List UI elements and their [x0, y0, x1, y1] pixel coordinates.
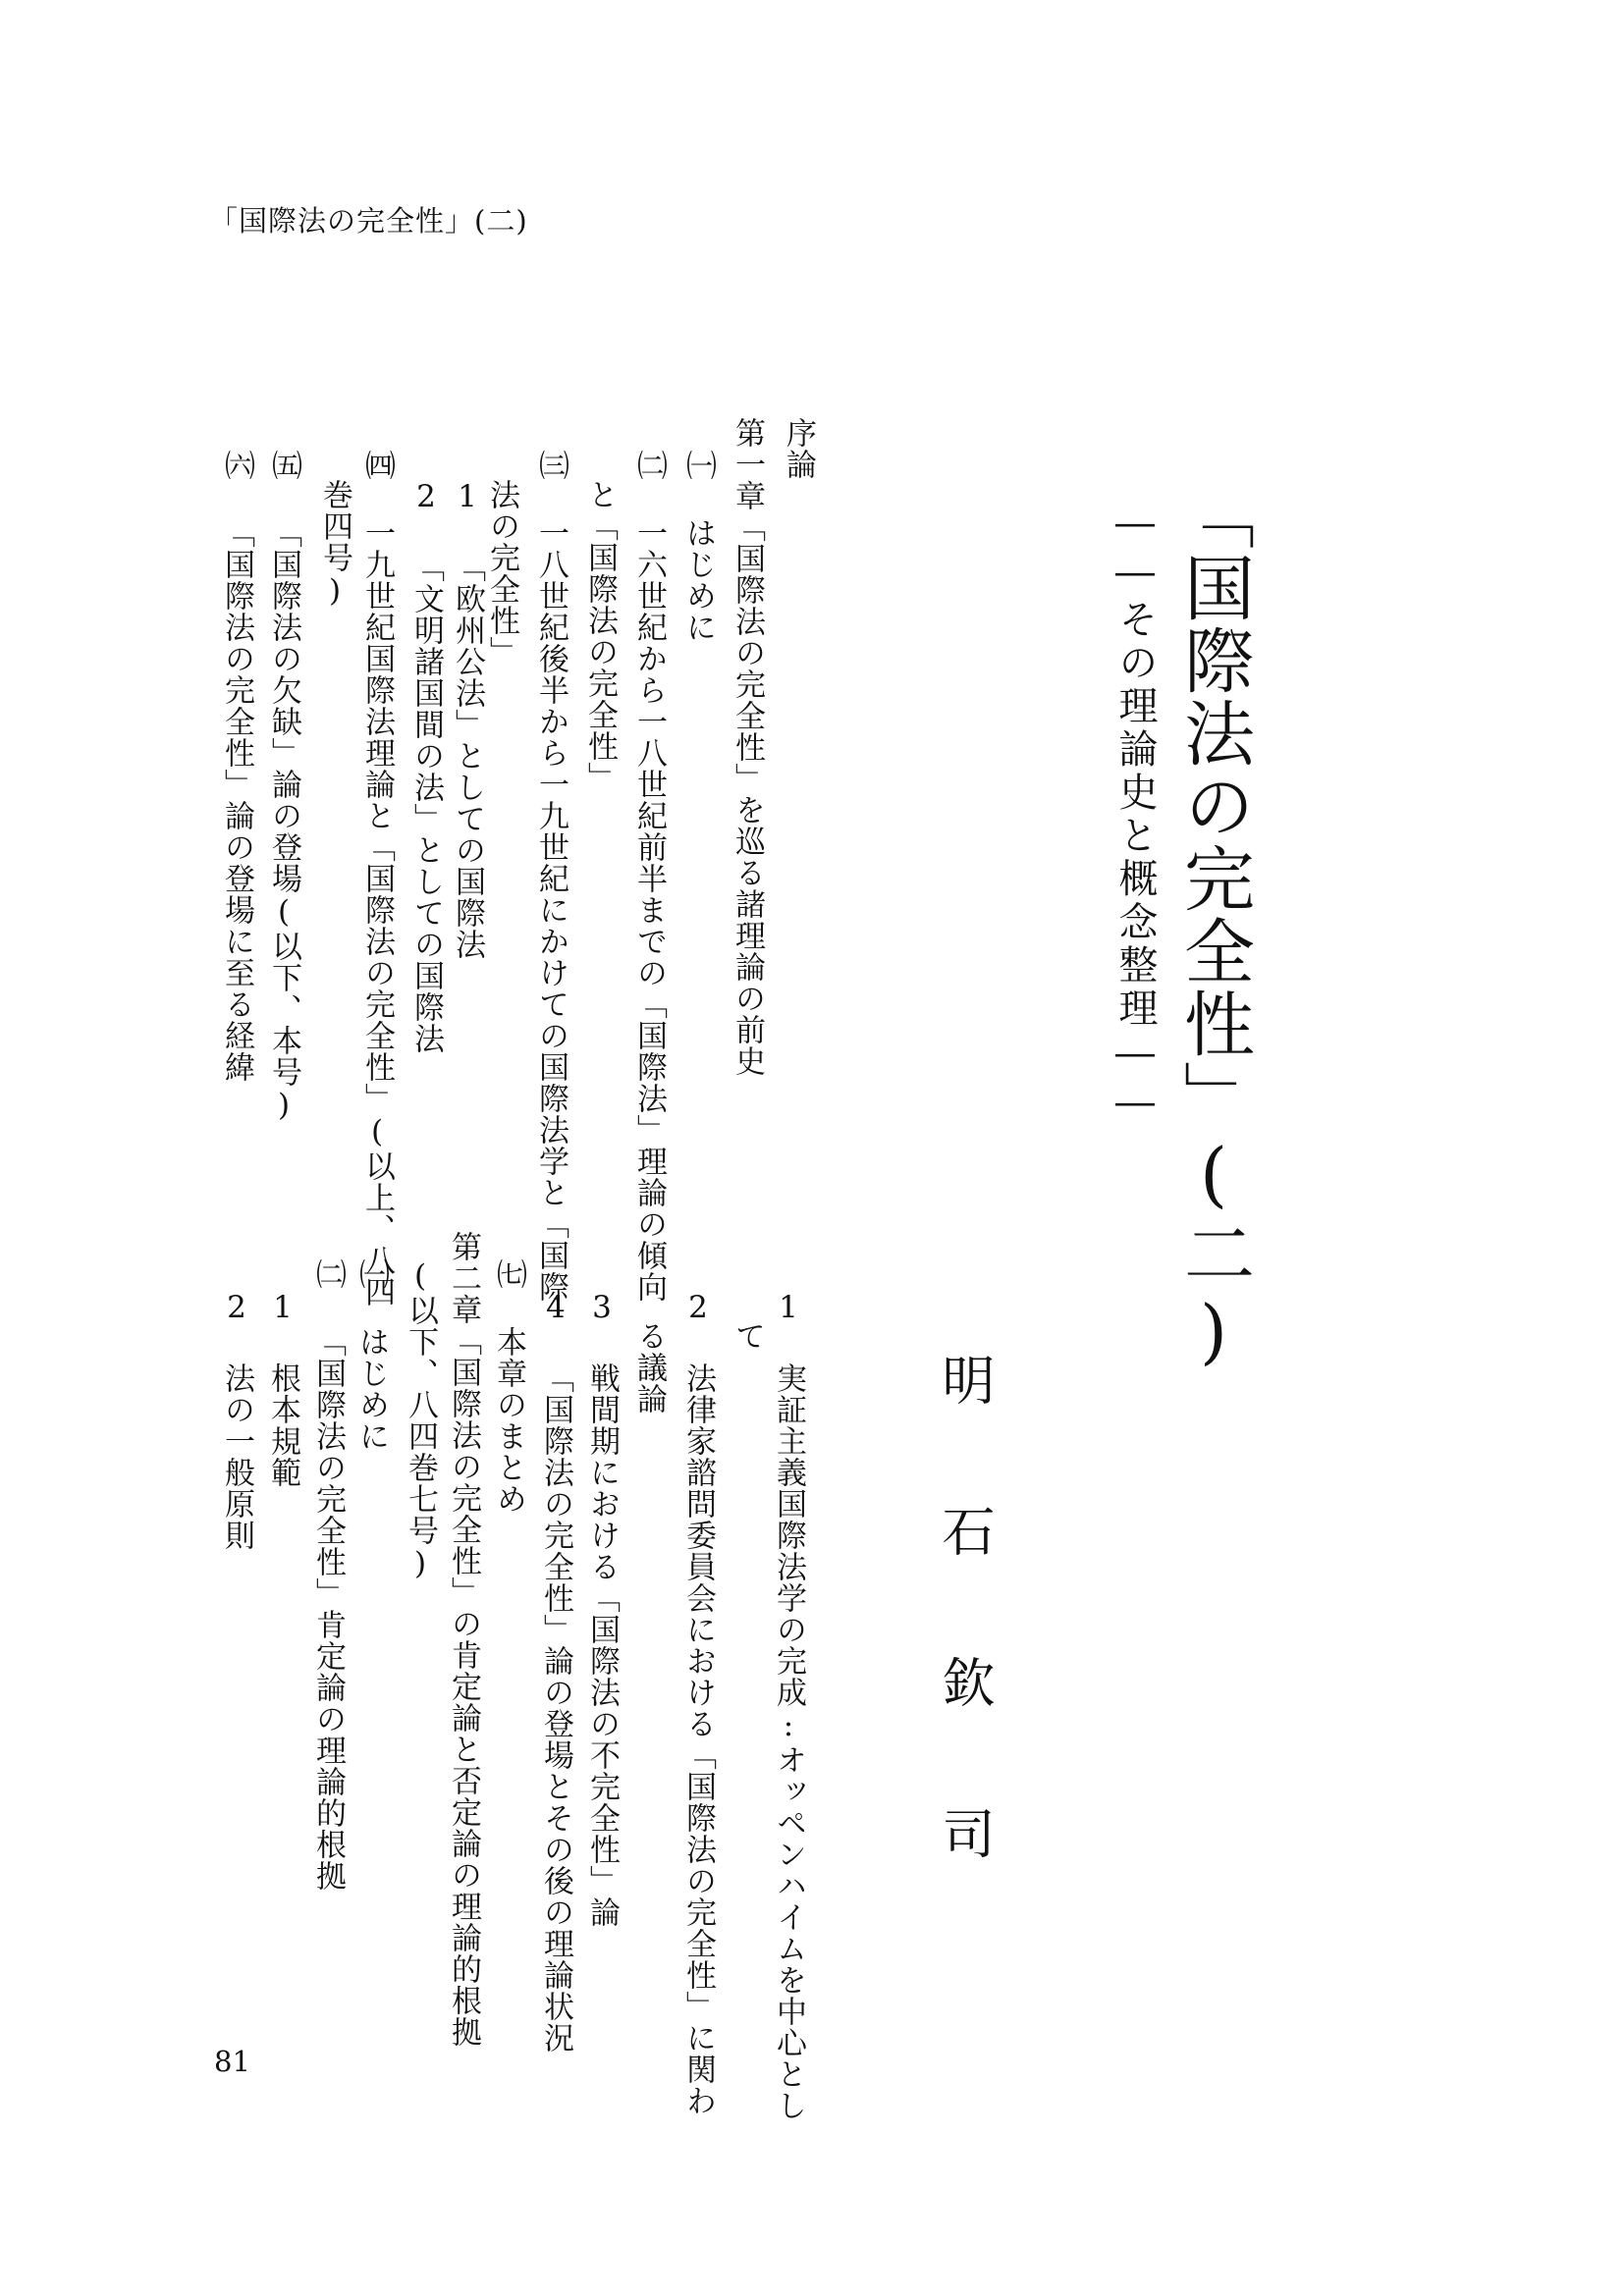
- toc-line: (以下、八四巻七号): [403, 1258, 438, 1582]
- toc-line: ㈡ 「国際法の完全性」肯定論の理論的根拠: [310, 1258, 346, 1892]
- page-number: 81: [214, 2045, 250, 2078]
- toc-line: 2 法の一般原則: [219, 1290, 254, 1551]
- toc-line: 法の完全性」: [484, 479, 519, 667]
- toc-line: ㈠ はじめに: [353, 1258, 389, 1452]
- toc-line: ㈣ 一九世紀国際法理論と「国際法の完全性」(以上、八四: [359, 450, 395, 1308]
- article-title: 「国際法の完全性」(二): [1172, 479, 1255, 1374]
- running-header: 「国際法の完全性」(二): [209, 204, 528, 238]
- toc-line: 2 「文明諸国間の法」としての国際法: [408, 479, 444, 1054]
- toc-line: 2 法律家諮問委員会における「国際法の完全性」に関わ: [680, 1290, 716, 2116]
- toc-line: ㈠ はじめに: [680, 450, 716, 643]
- toc-line: 1 「欧州公法」としての国際法: [450, 479, 485, 960]
- toc-line: る議論: [631, 1320, 667, 1415]
- toc-line: 第一章「国際法の完全性」を巡る諸理論の前史: [730, 417, 765, 1077]
- toc-line: 1 実証主義国際法学の完成:オッペンハイムを中心とし: [771, 1290, 806, 2121]
- toc-line: ㈥ 「国際法の完全性」論の登場に至る経緯: [219, 450, 254, 1083]
- toc-line: て: [730, 1320, 765, 1352]
- toc-line: 第二章「国際法の完全性」の肯定論と否定論の理論的根拠: [446, 1231, 481, 2048]
- toc-line: 巻四号): [317, 479, 352, 610]
- author-name: 明石欽司: [934, 1353, 996, 1957]
- toc-line: 1 根本規範: [265, 1290, 300, 1488]
- toc-line: 序論: [781, 417, 816, 480]
- toc-line: と「国際法の完全性」: [582, 479, 618, 793]
- toc-line: 3 戦間期における「国際法の不完全性」論: [584, 1290, 620, 1928]
- toc-line: ㈦ 本章のまとめ: [491, 1258, 526, 1515]
- toc-line: ㈡ 一六世紀から一八世紀前半までの「国際法」理論の傾向: [631, 450, 667, 1303]
- toc-line: 4 「国際法の完全性」論の登場とその後の理論状況: [538, 1290, 573, 2054]
- toc-line: ㈢ 一八世紀後半から一九世紀にかけての国際法学と「国際: [533, 450, 568, 1303]
- toc-line: ㈤ 「国際法の欠缺」論の登場(以下、本号): [266, 450, 301, 1124]
- article-subtitle: ――その理論史と概念整理――: [1112, 501, 1158, 1129]
